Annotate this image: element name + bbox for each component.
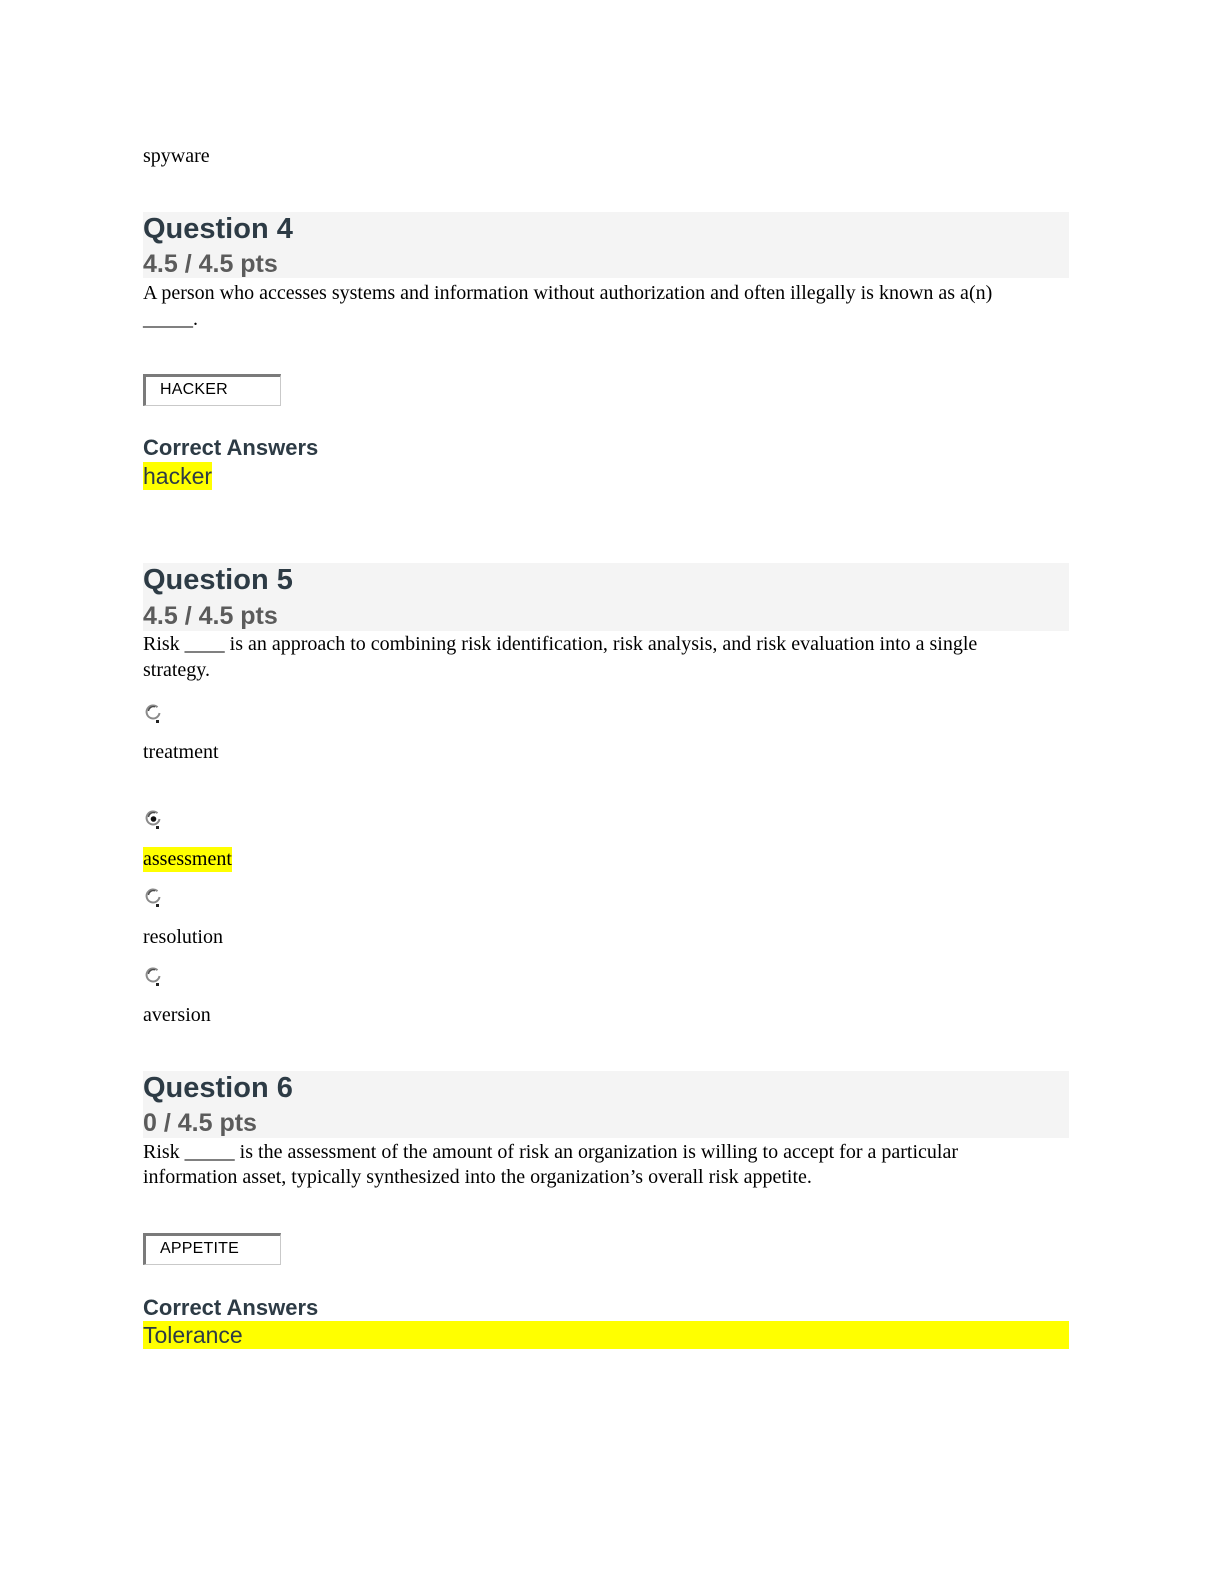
option-label-selected: assessment bbox=[143, 848, 232, 870]
answer-input-value: APPETITE bbox=[160, 1240, 239, 1257]
question-title: Question 5 bbox=[143, 564, 293, 596]
question-prompt: Risk ____ is an approach to combining risk identification, risk analysis, and risk evaluation into a single bbox=[143, 633, 978, 655]
question-6-header bbox=[143, 1071, 1069, 1138]
correct-answer-value: Tolerance bbox=[143, 1321, 1069, 1349]
previous-answer-text: spyware bbox=[143, 145, 210, 167]
option-label: treatment bbox=[143, 741, 219, 763]
question-prompt-line2: strategy. bbox=[143, 659, 211, 681]
answer-input[interactable] bbox=[143, 1233, 281, 1265]
question-points: 0 / 4.5 pts bbox=[143, 1109, 257, 1137]
question-title: Question 4 bbox=[143, 213, 293, 245]
answer-input-value: HACKER bbox=[160, 381, 228, 398]
question-title: Question 6 bbox=[143, 1072, 293, 1104]
question-points: 4.5 / 4.5 pts bbox=[143, 602, 278, 630]
answer-input[interactable] bbox=[143, 374, 281, 406]
correct-answers-label: Correct Answers bbox=[143, 1295, 319, 1320]
question-points: 4.5 / 4.5 pts bbox=[143, 250, 278, 278]
option-label: resolution bbox=[143, 926, 223, 948]
option-label: aversion bbox=[143, 1004, 211, 1026]
question-4-header bbox=[143, 212, 1069, 278]
question-5-header bbox=[143, 563, 1069, 631]
question-prompt-line2: information asset, typically synthesized into the organization’s overall risk appetite. bbox=[143, 1166, 812, 1188]
question-prompt-line2: _____. bbox=[143, 308, 198, 330]
question-prompt: Risk _____ is the assessment of the amount of risk an organization is willing to accept for a particular bbox=[143, 1141, 958, 1163]
radio-button-selected-icon[interactable] bbox=[145, 809, 163, 831]
radio-button-icon[interactable] bbox=[145, 703, 163, 725]
correct-answer-value: hacker bbox=[143, 463, 213, 489]
question-prompt: A person who accesses systems and information without authorization and often illegally is known as a(n) bbox=[143, 282, 993, 304]
correct-answers-label: Correct Answers bbox=[143, 435, 319, 460]
radio-button-icon[interactable] bbox=[145, 887, 163, 909]
radio-button-icon[interactable] bbox=[145, 966, 163, 988]
